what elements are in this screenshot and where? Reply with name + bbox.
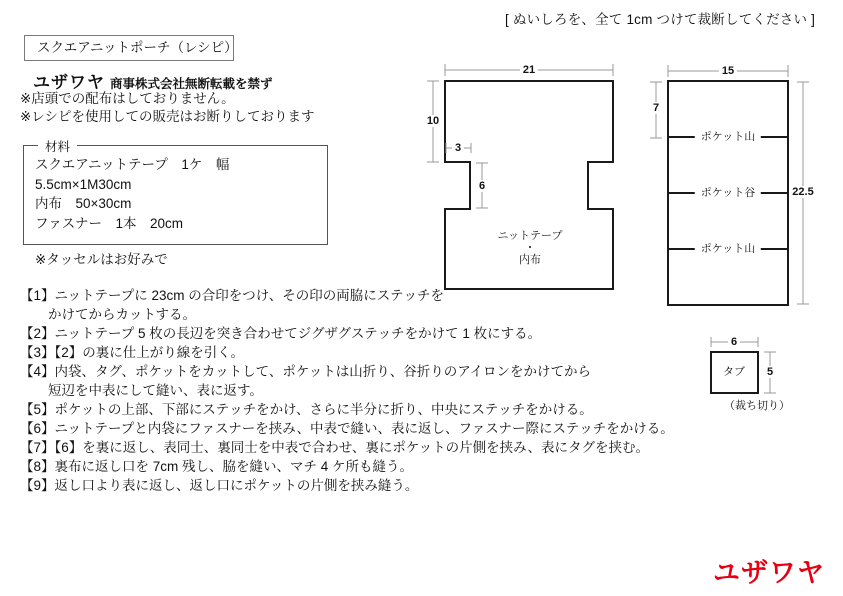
- material-note: ※タッセルはお好みで: [35, 252, 168, 267]
- step-line: 【2】ニットテープ 5 枚の長辺を突き合わせてジグザグステッチをかけて 1 枚にする。: [20, 326, 542, 341]
- tab-pattern-label: タブ: [723, 366, 745, 378]
- yuzawaya-logo: ユザワヤ: [33, 73, 105, 92]
- step-line: 【3】【2】の裏に仕上がり線を引く。: [20, 345, 244, 360]
- yuzawaya-footer-logo: ユザワヤ: [713, 558, 825, 588]
- pocket-fold-label-3: ポケット山: [695, 243, 761, 255]
- step-line: 短辺を中表にして縫い、表に返す。: [48, 383, 263, 398]
- dim-notch-height: 6: [476, 180, 488, 192]
- pocket-fold-label-1: ポケット山: [695, 131, 761, 143]
- copyright-text: 商事株式会社無断転載を禁ず: [110, 77, 273, 91]
- seam-allowance-note: [ ぬいしろを、全て 1cm つけて裁断してください ]: [505, 12, 816, 27]
- material-item: スクエアニットテープ 1ケ 幅 5.5cm×1M30cm: [35, 157, 230, 192]
- materials-legend: 材料: [38, 137, 77, 155]
- dim-body-top: 10: [424, 115, 442, 127]
- disclaimer-notes: [20, 90, 314, 126]
- step-line: 【4】内袋、タグ、ポケットをカットして、ポケットは山折り、谷折りのアイロンをかけてから: [20, 364, 591, 379]
- dim-pocket-width: 15: [719, 65, 737, 77]
- instruction-steps: [20, 286, 674, 495]
- step-line: 【6】ニットテープと内袋にファスナーを挟み、中表で縫い、表に返し、ファスナー際にステッチをかける。: [20, 421, 674, 436]
- disclaimer-note-1: ※店頭での配布はしておりません。: [20, 91, 235, 106]
- materials-box: [23, 140, 328, 267]
- dim-body-width: 21: [520, 64, 538, 76]
- dim-tab-width: 6: [728, 336, 740, 348]
- step-line: 【1】ニットテープに 23cm の合印をつけ、その印の両脇にステッチを: [20, 288, 444, 303]
- material-item: 内布 50×30cm: [35, 196, 132, 211]
- step-line: 【5】ポケットの上部、下部にステッチをかけ、さらに半分に折り、中央にステッチをかける。: [20, 402, 593, 417]
- tab-cut-note: （裁ち切り）: [724, 400, 790, 412]
- material-item: ファスナー 1本 20cm: [35, 215, 183, 231]
- step-line: 【7】【6】を裏に返し、表同士、裏同士を中表で合わせ、裏にポケットの片側を挟み、表にタグを挟む。: [20, 440, 649, 455]
- disclaimer-note-2: ※レシピを使用しての販売はお断りしております: [20, 109, 315, 124]
- dim-tab-height: 5: [764, 366, 776, 378]
- step-line: 【8】裏布に返し口を 7cm 残し、脇を縫い、マチ 4 ケ所も縫う。: [20, 459, 414, 474]
- body-pattern-label: ニットテープ ・ 内布: [497, 230, 563, 266]
- step-line: 【9】返し口より表に返し、返し口にポケットの片側を挟み縫う。: [20, 478, 419, 493]
- dim-notch-depth: 3: [452, 142, 464, 154]
- dim-pocket-height: 22.5: [789, 186, 816, 198]
- page-title: スクエアニットポーチ（レシピ）: [24, 35, 234, 61]
- dim-pocket-top: 7: [650, 102, 662, 114]
- step-line: かけてからカットする。: [48, 307, 196, 322]
- pocket-fold-label-2: ポケット谷: [695, 187, 761, 199]
